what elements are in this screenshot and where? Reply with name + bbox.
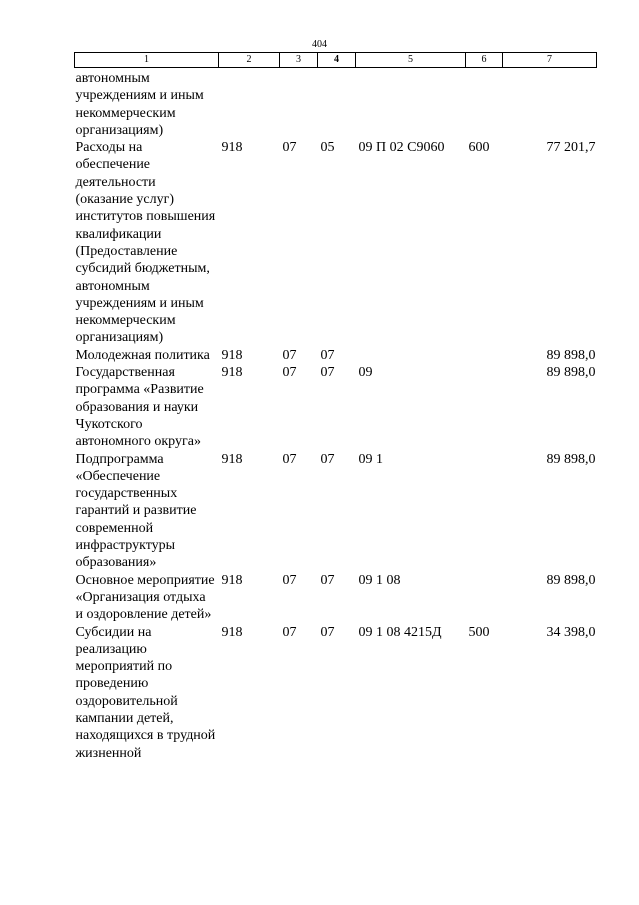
row-rz <box>280 68 318 140</box>
row-csr: 09 <box>358 365 373 381</box>
row-name: Расходы на обеспечение деятельности (оказание услуг) институтов повышения квалификации (Предоставление субсидий бюджетным, автономным учреждениям и иным некоммерческим организациям) <box>75 140 216 346</box>
row-rz: 07 <box>282 624 297 640</box>
row-csr: 09 1 08 4215Д <box>358 624 442 640</box>
row-rz: 07 <box>282 347 297 363</box>
page-number: 404 <box>312 39 327 50</box>
row-vr <box>466 364 503 450</box>
budget-table <box>74 52 597 762</box>
row-pr: 07 <box>320 572 335 588</box>
row-name: Подпрограмма «Обеспечение государственных гарантий и развитие современной инфраструктуры образования» <box>75 451 197 571</box>
row-pr: 07 <box>320 624 335 640</box>
row-csr: 09 1 08 <box>358 572 401 588</box>
row-sum: 89 898,0 <box>546 365 596 381</box>
row-name: Государственная программа «Развитие образования и науки Чукотского автономного округа» <box>75 365 204 450</box>
row-vr: 500 <box>468 624 490 640</box>
table-header <box>75 53 597 68</box>
row-sum: 77 201,7 <box>546 140 596 156</box>
row-rz: 07 <box>282 365 297 381</box>
header-col-2: 2 <box>219 53 280 68</box>
row-pr: 05 <box>320 140 335 156</box>
table-row <box>75 451 597 572</box>
header-col-1: 1 <box>75 53 219 68</box>
row-ved: 918 <box>221 451 243 467</box>
row-vr <box>466 347 503 364</box>
row-pr: 07 <box>320 451 335 467</box>
row-ved: 918 <box>221 572 243 588</box>
row-rz: 07 <box>282 572 297 588</box>
row-pr: 07 <box>320 347 335 363</box>
row-rz: 07 <box>282 451 297 467</box>
table-row <box>75 347 597 364</box>
table-row <box>75 364 597 450</box>
table-row <box>75 572 597 624</box>
row-ved <box>219 68 280 140</box>
header-col-7: 7 <box>503 53 597 68</box>
row-vr <box>466 572 503 624</box>
table-row <box>75 139 597 347</box>
row-name: Субсидии на реализацию мероприятий по проведению оздоровительной кампании детей, находящихся в трудной жизненной <box>75 624 216 761</box>
row-ved: 918 <box>221 365 243 381</box>
row-sum <box>503 68 597 140</box>
row-csr: 09 1 <box>358 451 383 467</box>
row-pr <box>318 68 356 140</box>
header-col-4: 4 <box>318 53 356 68</box>
header-col-3: 3 <box>280 53 318 68</box>
row-sum: 89 898,0 <box>546 451 596 467</box>
table-row <box>75 68 597 140</box>
table-body <box>75 68 597 762</box>
row-ved: 918 <box>221 347 243 363</box>
row-name: Основное мероприятие «Организация отдыха и оздоровление детей» <box>75 572 215 623</box>
row-ved: 918 <box>221 624 243 640</box>
row-sum: 34 398,0 <box>546 624 596 640</box>
row-sum: 89 898,0 <box>546 572 596 588</box>
header-row <box>75 53 597 68</box>
row-csr: 09 П 02 С9060 <box>358 140 445 156</box>
row-vr <box>466 451 503 572</box>
row-name: автономным учреждениям и иным некоммерческим организациям) <box>75 71 204 138</box>
table-row <box>75 624 597 762</box>
row-rz: 07 <box>282 140 297 156</box>
row-vr: 600 <box>468 140 490 156</box>
row-vr <box>466 68 503 140</box>
row-sum: 89 898,0 <box>546 347 596 363</box>
row-pr: 07 <box>320 365 335 381</box>
header-col-5: 5 <box>356 53 466 68</box>
row-ved: 918 <box>221 140 243 156</box>
row-csr <box>356 347 466 364</box>
row-name: Молодежная политика <box>75 347 210 363</box>
row-csr <box>356 68 466 140</box>
header-col-6: 6 <box>466 53 503 68</box>
